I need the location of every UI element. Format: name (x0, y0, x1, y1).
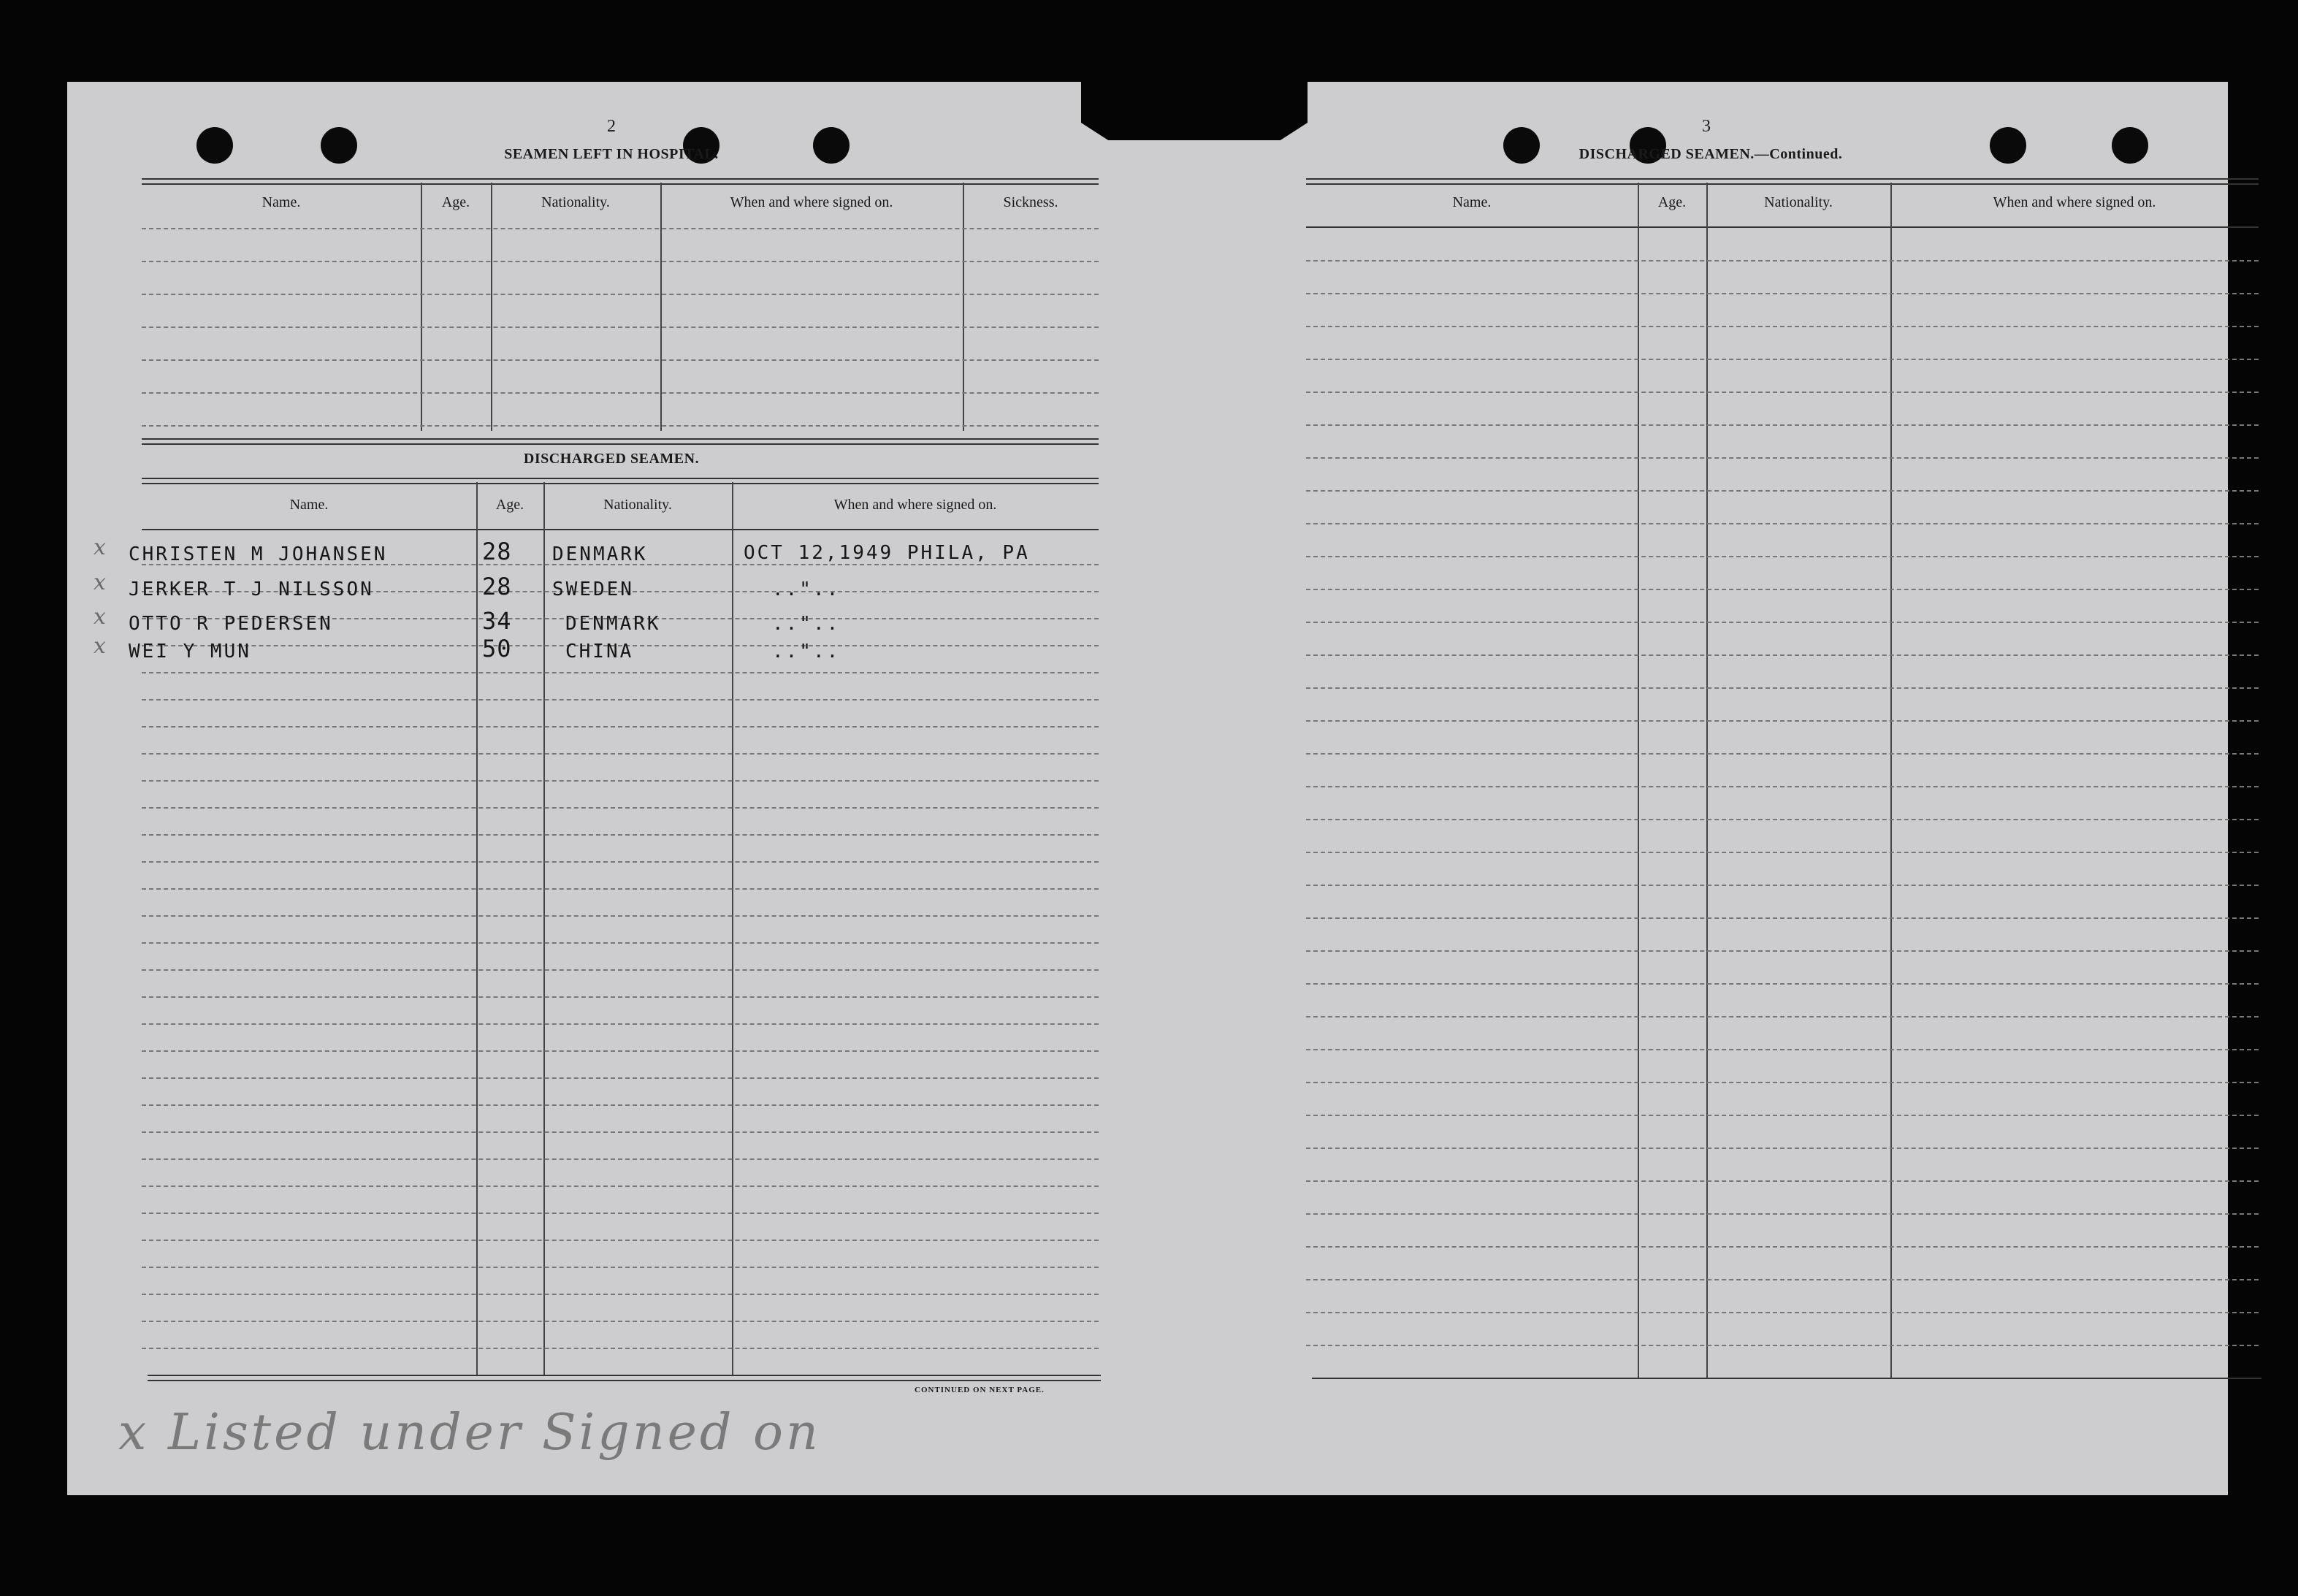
ruled-line (142, 1321, 1099, 1322)
row-mark: x (93, 604, 106, 630)
ruled-line (1306, 819, 2259, 820)
seaman-nationality: SWEDEN (552, 579, 634, 600)
ruled-line (1306, 687, 2259, 689)
seaman-name: CHRISTEN M JOHANSEN (129, 543, 388, 565)
column-divider (963, 183, 964, 431)
ruled-line (142, 1077, 1099, 1079)
seaman-age: 50 (482, 635, 512, 663)
ruled-line (142, 753, 1099, 755)
row-mark: x (93, 535, 106, 560)
col-header-age: Age. (441, 194, 470, 210)
ruled-line (142, 699, 1099, 700)
ruled-line (142, 1104, 1099, 1106)
ruled-line (142, 1185, 1099, 1187)
ruled-line (142, 1131, 1099, 1133)
col-header-name: Name. (262, 194, 301, 210)
ruled-line (1306, 424, 2259, 426)
ruled-line (1306, 1312, 2259, 1313)
col-header-signed-on: When and where signed on. (1993, 194, 2156, 210)
hospital-section-title: SEAMEN LEFT IN HOSPITAL. (504, 146, 719, 162)
ruled-line (1306, 1148, 2259, 1149)
ruled-line (1306, 1049, 2259, 1050)
ruled-line (1306, 359, 2259, 360)
col-header-nationality: Nationality. (1764, 194, 1833, 210)
col-header-age: Age. (495, 497, 524, 513)
ruled-line (1306, 589, 2259, 590)
column-divider (421, 183, 422, 431)
ruled-line (142, 672, 1099, 673)
seaman-nationality: DENMARK (552, 543, 648, 565)
seaman-age: 28 (482, 538, 512, 565)
ruled-line (142, 996, 1099, 998)
ruled-line (142, 834, 1099, 836)
ruled-line (142, 1213, 1099, 1214)
ruled-line (142, 1240, 1099, 1241)
ruled-line (1306, 523, 2259, 524)
seaman-name: OTTO R PEDERSEN (129, 613, 333, 635)
document-scan (67, 82, 2228, 1495)
ruled-line (1306, 1345, 2259, 1346)
page-number: 2 (607, 117, 616, 136)
ruled-line (142, 1267, 1099, 1268)
ruled-line (1306, 950, 2259, 952)
ruled-line (1306, 1246, 2259, 1248)
ruled-line (142, 425, 1099, 427)
discharged-bottom-rule (148, 1375, 1101, 1381)
ruled-line (142, 1294, 1099, 1295)
hospital-top-rule (142, 178, 1099, 185)
ruled-line (142, 861, 1099, 863)
ruled-line (142, 969, 1099, 971)
seaman-age: 28 (482, 573, 512, 600)
right-section-title: DISCHARGED SEAMEN.—Continued. (1579, 146, 1843, 162)
ruled-line (142, 1158, 1099, 1160)
ruled-line (1306, 720, 2259, 722)
ruled-line (1306, 753, 2259, 755)
ruled-line (142, 261, 1099, 262)
ruled-line (1306, 1016, 2259, 1017)
column-divider (660, 183, 662, 431)
col-header-sickness: Sickness. (1003, 194, 1058, 210)
seaman-age: 34 (482, 607, 512, 635)
ruled-line (1306, 260, 2259, 261)
ruled-line (1306, 1115, 2259, 1116)
continued-note: CONTINUED ON NEXT PAGE. (915, 1386, 1045, 1394)
signed-on: ..".. (772, 579, 841, 600)
ruled-line (1306, 917, 2259, 919)
handwritten-note: x Listed under Signed on (118, 1404, 821, 1462)
header-underline (1306, 226, 2259, 228)
right-top-rule (1306, 178, 2259, 185)
column-divider (1706, 183, 1708, 1378)
signed-on: OCT 12,1949 PHILA, PA (744, 542, 1030, 564)
header-underline (142, 529, 1099, 530)
ruled-line (1306, 654, 2259, 656)
right-page (1163, 82, 2222, 1495)
right-bottom-rule (1312, 1378, 2261, 1379)
column-divider (491, 183, 492, 431)
seaman-nationality: CHINA (565, 641, 634, 663)
ruled-line (142, 1050, 1099, 1052)
ruled-line (142, 942, 1099, 944)
column-divider (1638, 183, 1639, 1378)
ruled-line (1306, 457, 2259, 459)
discharged-section-title: DISCHARGED SEAMEN. (523, 451, 700, 467)
column-divider (1890, 183, 1892, 1378)
ruled-line (142, 327, 1099, 328)
discharged-top-rule (142, 438, 1099, 445)
signed-on: ..".. (772, 641, 841, 663)
col-header-nationality: Nationality. (541, 194, 610, 210)
signed-on: ..".. (772, 613, 841, 635)
ruled-line (142, 1023, 1099, 1025)
ruled-line (142, 294, 1099, 295)
ruled-line (142, 392, 1099, 394)
ruled-line (1306, 293, 2259, 294)
ruled-line (142, 1348, 1099, 1349)
col-header-signed-on: When and where signed on. (730, 194, 893, 210)
seaman-nationality: DENMARK (565, 613, 661, 635)
ruled-line (1306, 885, 2259, 886)
ruled-line (1306, 852, 2259, 853)
ruled-line (1306, 1082, 2259, 1083)
discharged-header-rule (142, 478, 1099, 484)
ruled-line (1306, 786, 2259, 787)
ruled-line (1306, 490, 2259, 492)
ruled-line (1306, 392, 2259, 393)
ruled-line (1306, 983, 2259, 985)
col-header-signed-on: When and where signed on. (833, 497, 997, 513)
left-page (67, 82, 1104, 1495)
seaman-name: WEI Y MUN (129, 641, 251, 663)
ruled-line (142, 228, 1099, 229)
ruled-line (142, 915, 1099, 917)
page-number: 3 (1702, 117, 1711, 136)
ruled-line (1306, 1180, 2259, 1182)
ruled-line (142, 726, 1099, 728)
ruled-line (1306, 1213, 2259, 1215)
ruled-line (1306, 622, 2259, 623)
col-header-name: Name. (1452, 194, 1492, 210)
ruled-line (142, 807, 1099, 809)
col-header-nationality: Nationality. (603, 497, 672, 513)
ruled-line (1306, 1279, 2259, 1280)
col-header-name: Name. (289, 497, 329, 513)
ruled-line (142, 888, 1099, 890)
seaman-name: JERKER T J NILSSON (129, 579, 374, 600)
row-mark: x (93, 570, 106, 595)
ruled-line (1306, 556, 2259, 557)
ruled-line (142, 780, 1099, 782)
row-mark: x (93, 633, 106, 659)
col-header-age: Age. (1657, 194, 1687, 210)
ruled-line (1306, 326, 2259, 327)
ruled-line (142, 359, 1099, 361)
